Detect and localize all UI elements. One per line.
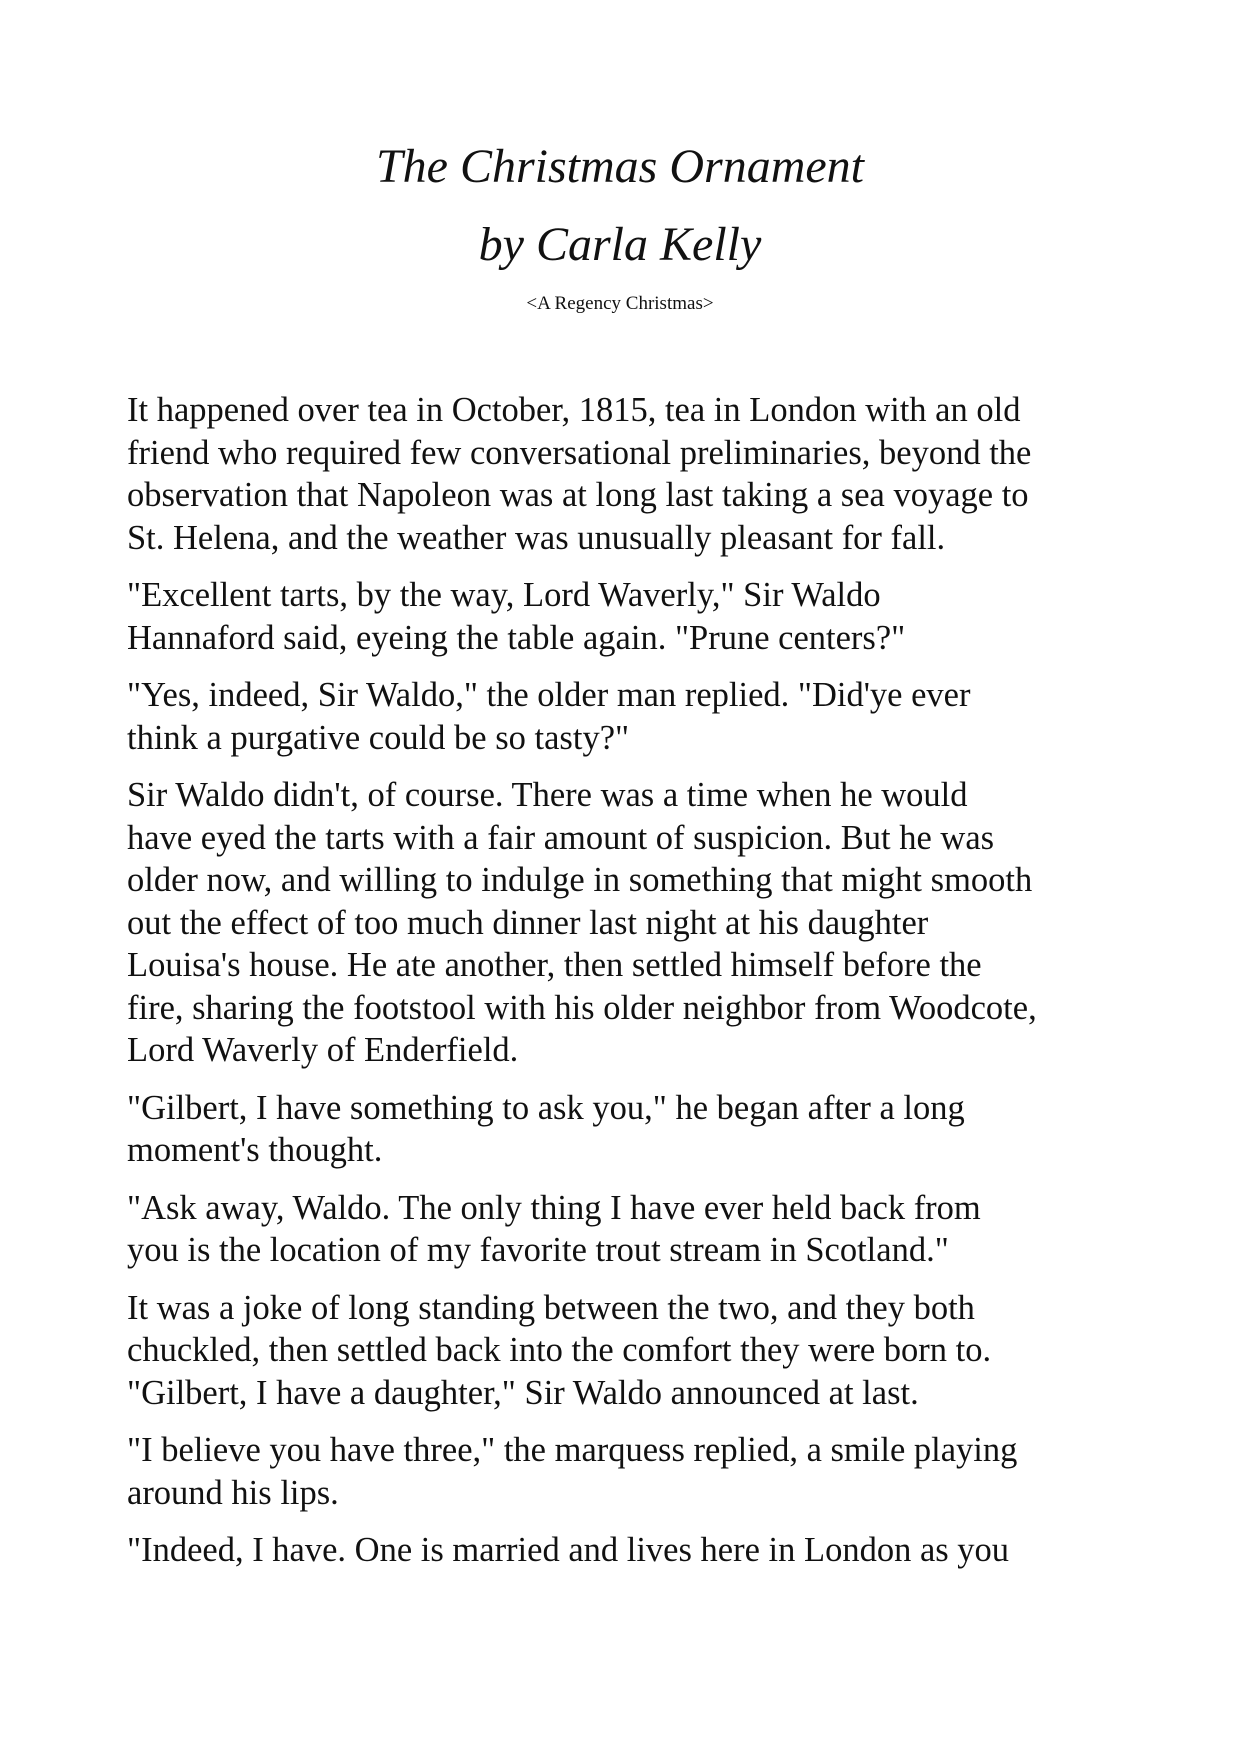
paragraph [127, 1187, 1127, 1272]
document-subtitle: <A Regency Christmas> [526, 293, 714, 314]
paragraph-line: Lord Waverly of Enderfield. [127, 1031, 519, 1069]
paragraph-line: Sir Waldo didn't, of course. There was a time when he would [127, 776, 968, 814]
paragraph-line: St. Helena, and the weather was unusually pleasant for fall. [127, 518, 946, 557]
paragraph [127, 1287, 1127, 1415]
paragraph-line: moment's thought. [127, 1131, 383, 1169]
paragraph [127, 674, 1127, 759]
paragraph-line: "I believe you have three," the marquess replied, a smile playing [127, 1431, 1018, 1469]
paragraph-line: observation that Napoleon was at long last taking a sea voyage to [127, 476, 1029, 514]
paragraph-line: "Yes, indeed, Sir Waldo," the older man replied. "Did'ye ever [127, 676, 971, 714]
paragraph-line: "Excellent tarts, by the way, Lord Waverly," Sir Waldo [127, 576, 881, 614]
paragraph-line: out the effect of too much dinner last night at his daughter [127, 903, 929, 942]
paragraph-line: friend who required few conversational preliminaries, beyond the [127, 433, 1032, 472]
paragraph [127, 1087, 1127, 1172]
paragraph-line: you is the location of my favorite trout stream in Scotland." [127, 1231, 949, 1269]
paragraph [127, 389, 1127, 559]
paragraph-line: It was a joke of long standing between the two, and they both [127, 1288, 975, 1327]
paragraph-line: around his lips. [127, 1473, 339, 1512]
paragraph-line: "Indeed, I have. One is married and lives here in London as you [127, 1531, 1010, 1569]
paragraph-line: Hannaford said, eyeing the table again. "Prune centers?" [127, 618, 906, 657]
paragraph [127, 774, 1127, 1072]
paragraph-line: think a purgative could be so tasty?" [127, 718, 630, 757]
title-block [0, 128, 1240, 316]
paragraph [127, 1429, 1127, 1514]
document-title: The Christmas Ornament [375, 140, 865, 193]
body-text [127, 389, 1127, 1587]
paragraph [127, 574, 1127, 659]
paragraph [127, 1529, 1127, 1572]
paragraph-line: older now, and willing to indulge in something that might smooth [127, 861, 1033, 899]
paragraph-line: Louisa's house. He ate another, then settled himself before the [127, 946, 982, 984]
paragraph-line: fire, sharing the footstool with his older neighbor from Woodcote, [127, 988, 1037, 1027]
paragraph-line: chuckled, then settled back into the comfort they were born to. [127, 1331, 992, 1369]
paragraph-line: "Gilbert, I have a daughter," Sir Waldo announced at last. [127, 1373, 919, 1412]
document-author: by Carla Kelly [478, 218, 762, 271]
paragraph-line: "Ask away, Waldo. The only thing I have ever held back from [127, 1188, 981, 1227]
paragraph-line: have eyed the tarts with a fair amount of suspicion. But he was [127, 818, 995, 857]
paragraph-line: "Gilbert, I have something to ask you," he began after a long [127, 1088, 965, 1127]
paragraph-line: It happened over tea in October, 1815, tea in London with an old [127, 391, 1021, 429]
